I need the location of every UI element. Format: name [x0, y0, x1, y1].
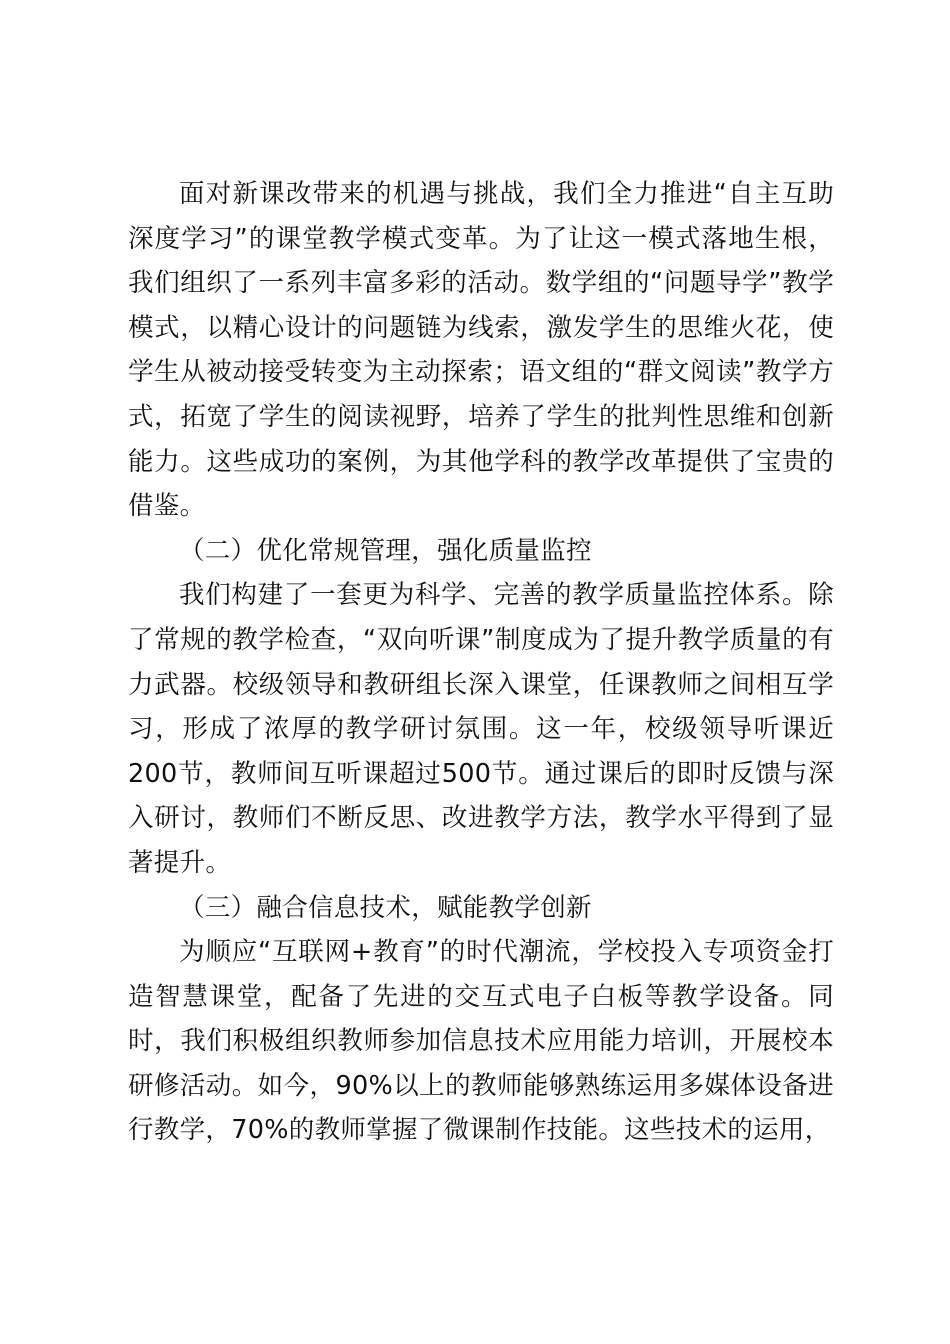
section-heading-routine-management: （二）优化常规管理，强化质量监控	[179, 535, 592, 566]
paragraph-quality-monitoring: 我们构建了一套更为科学、完善的教学质量监控体系。除了常规的教学检查，“双向听课”制度成为了提升教学质量的有力武器。校级领导和教研组长深入课堂，任课教师之间相互学习，形成了浓厚的教学研讨氛围。这一年，校级领导听课近200节，教师间互听课超过500节。通过课后的即时反馈与深入研讨，教师们不断反思、改进教学方法，教学水平得到了显著提升。	[128, 580, 834, 878]
section-heading-information-technology: （三）融合信息技术，赋能教学创新	[179, 892, 592, 923]
document-page	[128, 172, 834, 1153]
paragraph-smart-classroom: 为顺应“互联网+教育”的时代潮流，学校投入专项资金打造智慧课堂，配备了先进的交互式电子白板等教学设备。同时，我们积极组织教师参加信息技术应用能力培训，开展校本研修活动。如今，90%以上的教师能够熟练运用多媒体设备进行教学，70%的教师掌握了微课制作技能。这些技术的运用，	[128, 937, 834, 1146]
paragraph-teaching-reform: 面对新课改带来的机遇与挑战，我们全力推进“自主互助深度学习”的课堂教学模式变革。为了让这一模式落地生根，我们组织了一系列丰富多彩的活动。数学组的“问题导学”教学模式，以精心设计的问题链为线索，激发学生的思维火花，使学生从被动接受转变为主动探索；语文组的“群文阅读”教学方式，拓宽了学生的阅读视野，培养了学生的批判性思维和创新能力。这些成功的案例，为其他学科的教学改革提供了宝贵的借鉴。	[128, 179, 834, 522]
